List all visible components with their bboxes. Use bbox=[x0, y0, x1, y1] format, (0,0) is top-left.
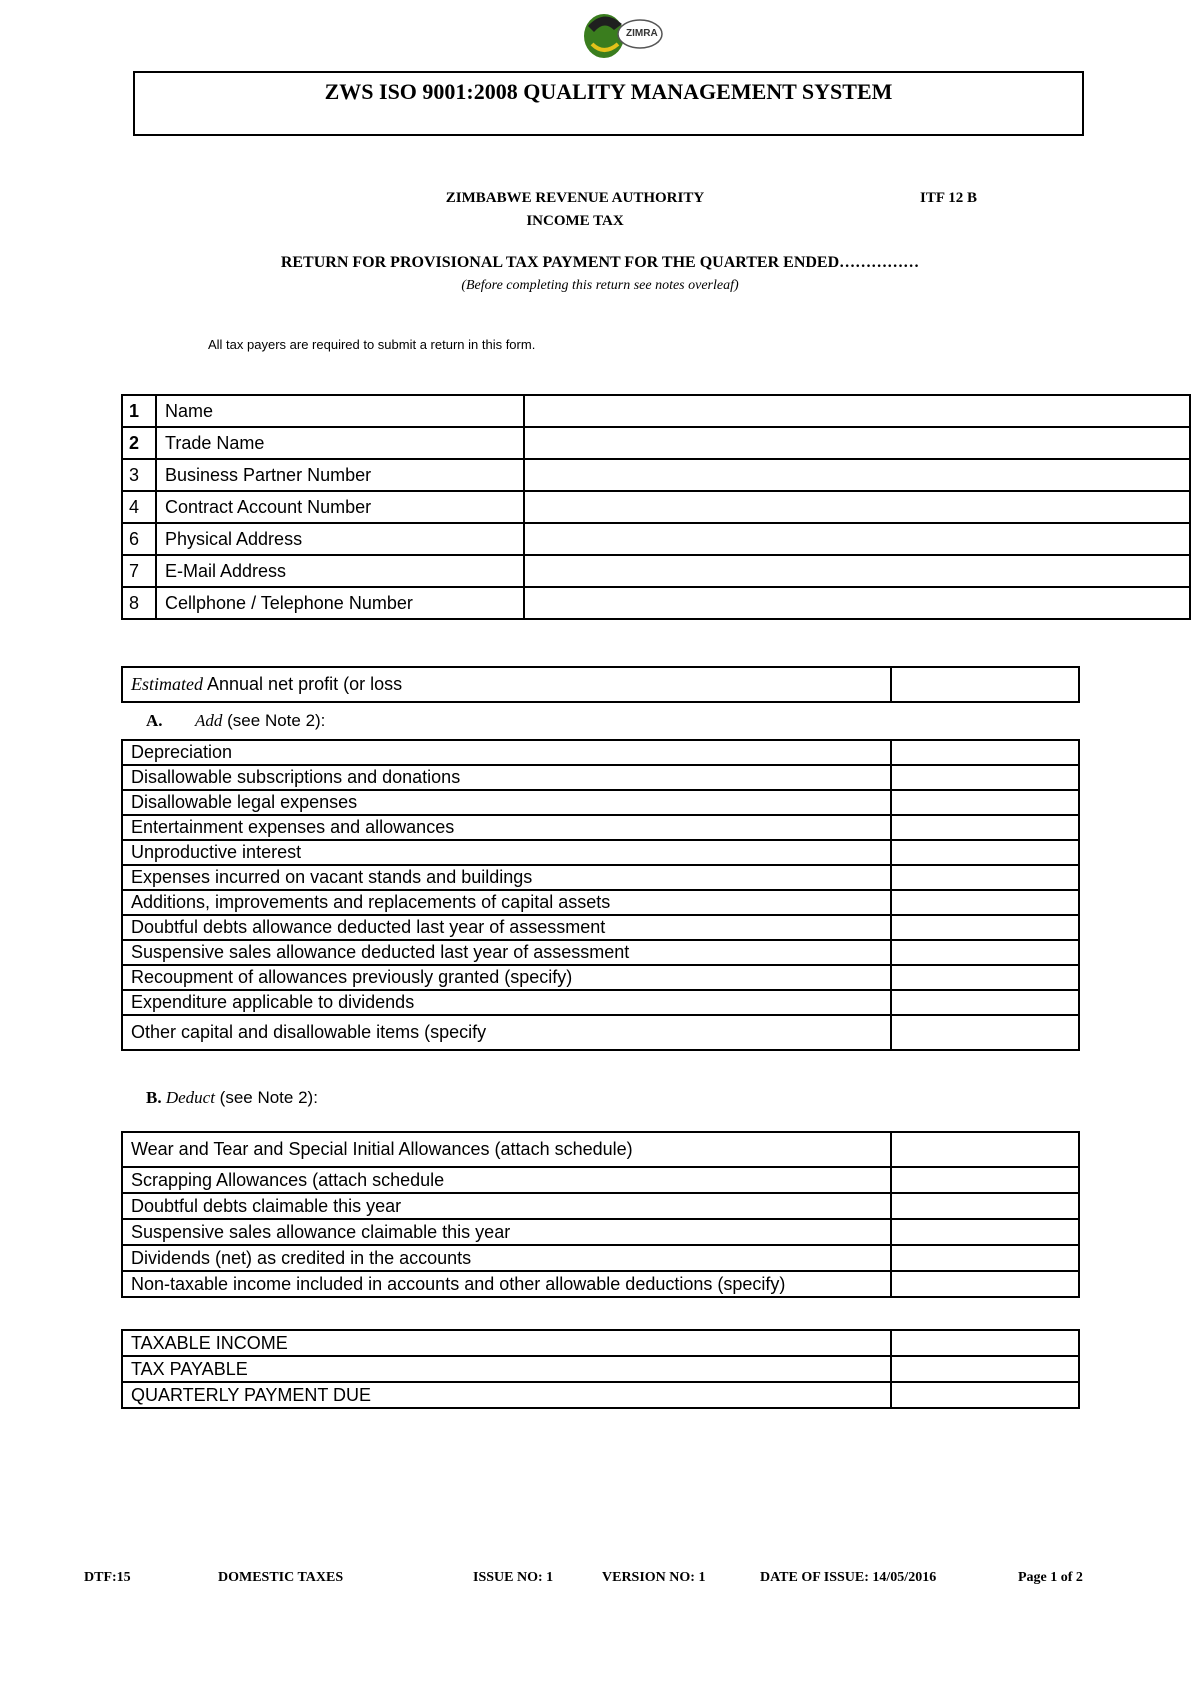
table-row bbox=[122, 890, 1079, 915]
item-label: Doubtful debts claimable this year bbox=[122, 1193, 891, 1219]
field-value-cell[interactable] bbox=[524, 523, 1190, 555]
footer-issue: ISSUE NO: 1 bbox=[473, 1570, 554, 1585]
table-row bbox=[122, 1167, 1079, 1193]
field-value-cell[interactable] bbox=[524, 587, 1190, 619]
table-row bbox=[122, 990, 1079, 1015]
authority-name: ZIMBABWE REVENUE AUTHORITY bbox=[445, 190, 705, 206]
field-label: Physical Address bbox=[156, 523, 524, 555]
logo-text: ZIMRA bbox=[626, 28, 658, 39]
section-b-note: (see Note 2): bbox=[214, 1088, 318, 1107]
footer-version: VERSION NO: 1 bbox=[602, 1570, 706, 1585]
item-amount-cell[interactable] bbox=[891, 1382, 1079, 1408]
zimra-logo bbox=[574, 6, 668, 62]
item-label: TAX PAYABLE bbox=[122, 1356, 891, 1382]
profit-label bbox=[122, 667, 891, 702]
table-row bbox=[122, 491, 1190, 523]
item-amount-cell[interactable] bbox=[891, 1193, 1079, 1219]
item-label: Disallowable legal expenses bbox=[122, 790, 891, 815]
item-amount-cell[interactable] bbox=[891, 1245, 1079, 1271]
item-label: Recoupment of allowances previously granted (specify) bbox=[122, 965, 891, 990]
item-amount-cell[interactable] bbox=[891, 990, 1079, 1015]
item-amount-cell[interactable] bbox=[891, 915, 1079, 940]
add-items-table bbox=[121, 739, 1080, 1051]
item-amount-cell[interactable] bbox=[891, 740, 1079, 765]
field-label: Trade Name bbox=[156, 427, 524, 459]
field-value-cell[interactable] bbox=[524, 555, 1190, 587]
field-value-cell[interactable] bbox=[524, 459, 1190, 491]
item-amount-cell[interactable] bbox=[891, 1356, 1079, 1382]
field-label: Business Partner Number bbox=[156, 459, 524, 491]
footer-dept: DOMESTIC TAXES bbox=[218, 1570, 344, 1585]
table-row bbox=[122, 587, 1190, 619]
item-amount-cell[interactable] bbox=[891, 1132, 1079, 1167]
table-row bbox=[122, 1132, 1079, 1167]
item-amount-cell[interactable] bbox=[891, 865, 1079, 890]
item-label: Wear and Tear and Special Initial Allowances (attach schedule) bbox=[122, 1132, 891, 1167]
table-row bbox=[122, 1193, 1079, 1219]
item-label: Non-taxable income included in accounts and other allowable deductions (specify) bbox=[122, 1271, 891, 1297]
item-label: Scrapping Allowances (attach schedule bbox=[122, 1167, 891, 1193]
item-label: Unproductive interest bbox=[122, 840, 891, 865]
table-row bbox=[122, 395, 1190, 427]
income-tax-heading: INCOME TAX bbox=[526, 213, 624, 229]
item-amount-cell[interactable] bbox=[891, 1219, 1079, 1245]
row-number: 4 bbox=[122, 491, 156, 523]
profit-label-rest: Annual net profit (or loss bbox=[203, 674, 403, 694]
table-row bbox=[122, 1382, 1079, 1408]
item-amount-cell[interactable] bbox=[891, 940, 1079, 965]
table-row bbox=[122, 840, 1079, 865]
estimated-profit-table bbox=[121, 666, 1080, 703]
field-value-cell[interactable] bbox=[524, 395, 1190, 427]
row-number: 2 bbox=[122, 427, 156, 459]
item-label: Expenses incurred on vacant stands and buildings bbox=[122, 865, 891, 890]
row-number: 6 bbox=[122, 523, 156, 555]
row-number: 1 bbox=[122, 395, 156, 427]
item-label: Suspensive sales allowance claimable this year bbox=[122, 1219, 891, 1245]
item-label: Entertainment expenses and allowances bbox=[122, 815, 891, 840]
item-label: Depreciation bbox=[122, 740, 891, 765]
table-row bbox=[122, 427, 1190, 459]
table-row bbox=[122, 965, 1079, 990]
item-amount-cell[interactable] bbox=[891, 890, 1079, 915]
table-row bbox=[122, 1356, 1079, 1382]
item-label: Expenditure applicable to dividends bbox=[122, 990, 891, 1015]
item-amount-cell[interactable] bbox=[891, 1271, 1079, 1297]
field-label: Cellphone / Telephone Number bbox=[156, 587, 524, 619]
table-row bbox=[122, 459, 1190, 491]
section-a-note: (see Note 2): bbox=[222, 711, 326, 730]
item-amount-cell[interactable] bbox=[891, 765, 1079, 790]
field-label: E-Mail Address bbox=[156, 555, 524, 587]
profit-value-cell[interactable] bbox=[891, 667, 1079, 702]
row-number: 8 bbox=[122, 587, 156, 619]
footer-page: Page 1 of 2 bbox=[1018, 1570, 1083, 1585]
item-label: Doubtful debts allowance deducted last year of assessment bbox=[122, 915, 891, 940]
table-row bbox=[122, 555, 1190, 587]
field-value-cell[interactable] bbox=[524, 491, 1190, 523]
deduct-items-table bbox=[121, 1131, 1080, 1298]
item-label: TAXABLE INCOME bbox=[122, 1330, 891, 1356]
item-amount-cell[interactable] bbox=[891, 1330, 1079, 1356]
item-label: Dividends (net) as credited in the accounts bbox=[122, 1245, 891, 1271]
table-row bbox=[122, 940, 1079, 965]
field-label: Name bbox=[156, 395, 524, 427]
table-row bbox=[122, 740, 1079, 765]
table-row bbox=[122, 765, 1079, 790]
profit-label-italic: Estimated bbox=[131, 674, 203, 694]
footer-date: DATE OF ISSUE: 14/05/2016 bbox=[760, 1570, 937, 1585]
table-row bbox=[122, 1219, 1079, 1245]
field-label: Contract Account Number bbox=[156, 491, 524, 523]
item-label: Suspensive sales allowance deducted last year of assessment bbox=[122, 940, 891, 965]
taxpayer-info-table bbox=[121, 394, 1191, 620]
return-note: (Before completing this return see notes overleaf) bbox=[461, 278, 739, 293]
item-label: QUARTERLY PAYMENT DUE bbox=[122, 1382, 891, 1408]
table-row bbox=[122, 865, 1079, 890]
section-b-word: Deduct bbox=[165, 1088, 215, 1107]
table-row bbox=[122, 1245, 1079, 1271]
item-label: Other capital and disallowable items (specify bbox=[122, 1015, 891, 1050]
qms-header-box bbox=[133, 71, 1084, 136]
return-title: RETURN FOR PROVISIONAL TAX PAYMENT FOR THE QUARTER ENDED…………… bbox=[280, 254, 920, 271]
item-amount-cell[interactable] bbox=[891, 1167, 1079, 1193]
qms-title: ZWS ISO 9001:2008 QUALITY MANAGEMENT SYSTEM bbox=[324, 79, 893, 104]
table-row bbox=[122, 1271, 1079, 1297]
table-row bbox=[122, 1015, 1079, 1050]
section-a-letter: A. bbox=[146, 711, 163, 730]
row-number: 7 bbox=[122, 555, 156, 587]
item-amount-cell[interactable] bbox=[891, 965, 1079, 990]
table-row bbox=[122, 915, 1079, 940]
section-a-label bbox=[146, 711, 325, 731]
item-amount-cell[interactable] bbox=[891, 1015, 1079, 1050]
item-amount-cell[interactable] bbox=[891, 790, 1079, 815]
section-b-letter: B. bbox=[146, 1088, 162, 1107]
table-row bbox=[122, 790, 1079, 815]
section-b-label bbox=[146, 1088, 318, 1108]
item-label: Additions, improvements and replacements of capital assets bbox=[122, 890, 891, 915]
table-row bbox=[122, 667, 1079, 702]
table-row bbox=[122, 523, 1190, 555]
footer-dtf: DTF:15 bbox=[84, 1570, 131, 1585]
field-value-cell[interactable] bbox=[524, 427, 1190, 459]
row-number: 3 bbox=[122, 459, 156, 491]
table-row bbox=[122, 815, 1079, 840]
table-row bbox=[122, 1330, 1079, 1356]
item-amount-cell[interactable] bbox=[891, 815, 1079, 840]
totals-table bbox=[121, 1329, 1080, 1409]
item-label: Disallowable subscriptions and donations bbox=[122, 765, 891, 790]
form-code: ITF 12 B bbox=[920, 190, 977, 206]
instruction-text: All tax payers are required to submit a return in this form. bbox=[208, 337, 536, 352]
item-amount-cell[interactable] bbox=[891, 840, 1079, 865]
section-a-word: Add bbox=[195, 711, 223, 730]
